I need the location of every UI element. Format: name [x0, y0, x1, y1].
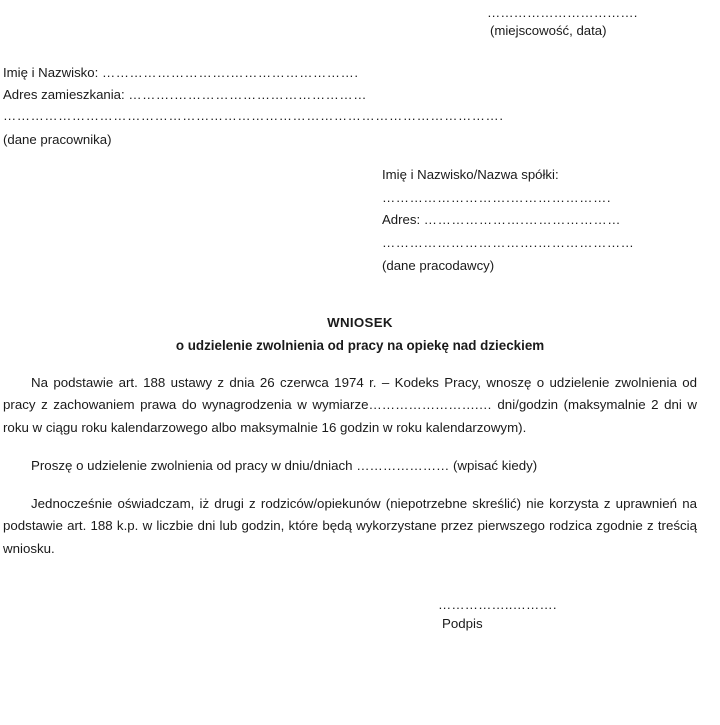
employer-address-rule: ………………….…………………: [423, 212, 622, 227]
employer-name-row: [382, 187, 682, 210]
signature-caption: Podpis: [442, 616, 483, 631]
signature-rule: ……………..……….: [438, 597, 557, 612]
employee-address-rule: ……….……………………………………: [128, 86, 367, 102]
body-paragraph-2: Proszę o udzielenie zwolnienia od pracy w dniu/dniach ………………… (wpisać kiedy): [31, 457, 538, 473]
page-title: WNIOSEK: [327, 315, 393, 330]
title-block: [0, 312, 720, 357]
place-date-block: [487, 4, 687, 41]
employer-name-rule: ……………………….………………….: [382, 189, 612, 205]
place-date-caption: (miejscowość, data): [490, 23, 607, 38]
body-paragraph-1: Na podstawie art. 188 ustawy z dnia 26 czerwca 1974 r. – Kodeks Pracy, wnoszę o udzielenie zwolnienia od pracy z zachowaniem prawa do wynagrodzenia w wymiarze…………………….… dni/godzin (maksymalnie 2 dni w roku w ciągu roku kalendarzowego albo maksymalnie 16 godzin w roku kalendarzowym).: [3, 375, 697, 435]
employer-address-label: Adres:: [382, 212, 424, 227]
page-subtitle: o udzielenie zwolnienia od pracy na opiekę nad dzieckiem: [175, 338, 545, 353]
employee-name-row: [3, 62, 363, 84]
employee-caption: (dane pracownika): [3, 131, 112, 147]
place-date-rule: …………………………….: [487, 5, 638, 20]
employer-name-label: Imię i Nazwisko/Nazwa spółki:: [382, 167, 559, 182]
employee-data-block: [3, 62, 504, 151]
employer-address-row: [382, 209, 682, 232]
employee-address-row: [3, 84, 367, 106]
body-paragraph-3: Jednocześnie oświadczam, iż drugi z rodziców/opiekunów (niepotrzebne skreślić) nie korzysta z uprawnień na podstawie art. 188 k.p. w liczbie dni lub godzin, które będą wykorzystane przez pierwszego rodzica zgodnie z treścią wniosku.: [3, 496, 697, 556]
employee-address-label: Adres zamieszkania:: [3, 86, 129, 102]
employer-address-row-2: [382, 232, 682, 255]
employee-name-label: Imię i Nazwisko:: [3, 65, 102, 80]
employer-caption: (dane pracodawcy): [382, 258, 495, 273]
document-body: [3, 372, 697, 560]
employee-address-rule-2: ……………………………………………………………………………………………….: [3, 108, 504, 123]
employer-data-block: [382, 164, 682, 277]
signature-block: [430, 596, 650, 634]
employee-name-rule: ……………………….……………………….: [101, 65, 359, 80]
employer-address-rule-2: …………………………….…………………: [382, 234, 635, 250]
employee-address-row-2: [3, 105, 504, 127]
